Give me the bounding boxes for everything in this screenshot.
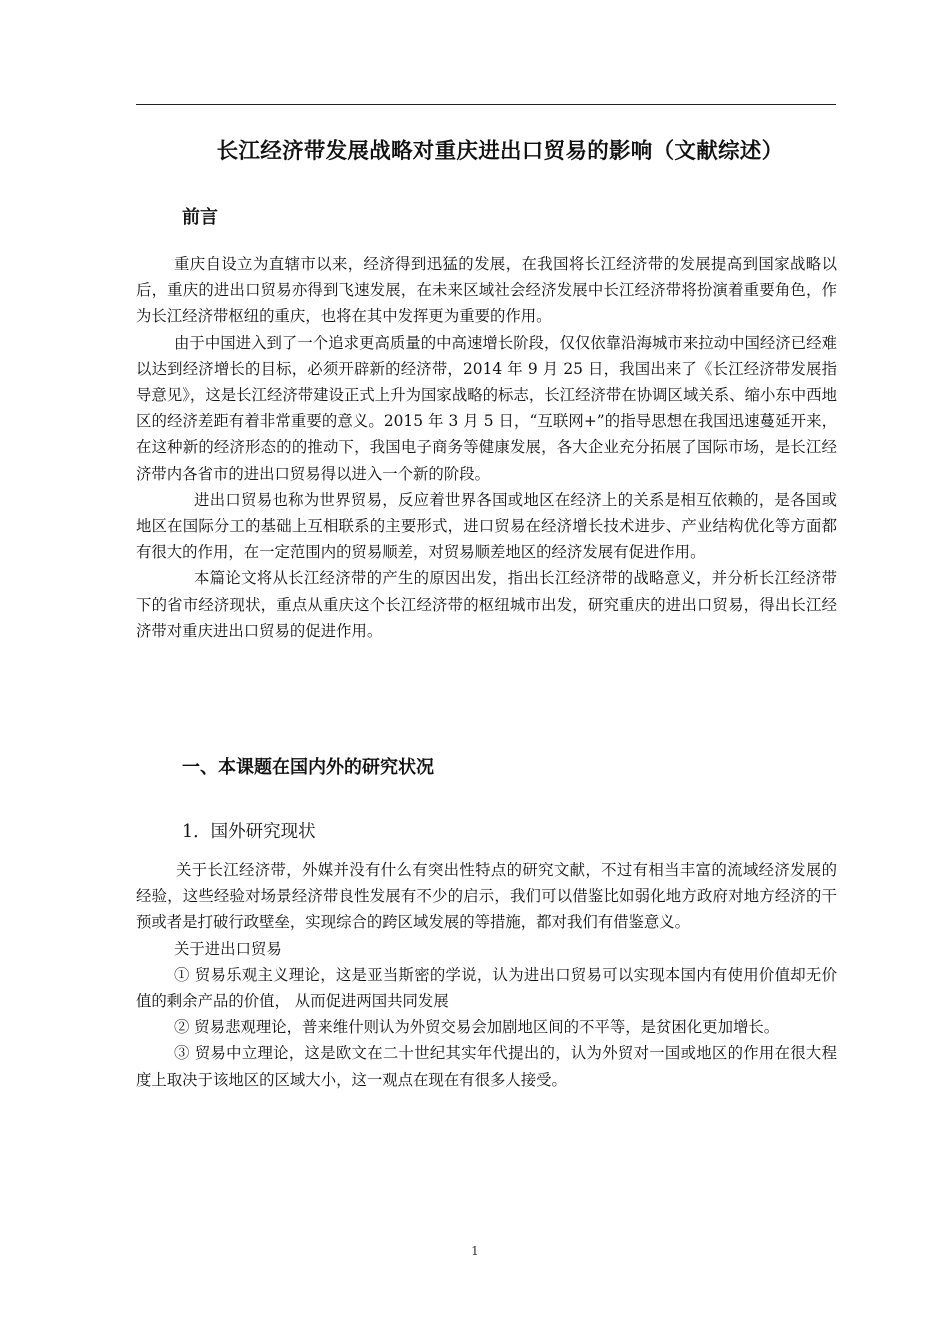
theory-item-2: ② 贸易悲观理论，普来维什则认为外贸交易会加剧地区间的不平等，是贫困化更加增长。 [174, 1018, 780, 1037]
preface-paragraph-3: 进出口贸易也称为世界贸易，反应着世界各国或地区在经济上的关系是相互依赖的，是各国或地区在国际分工的基础上互相联系的主要形式，进口贸易在经济增长技术进步、产业结构优化等方面都有很大的作用，在一定范围内的贸易顺差，对贸易顺差地区的经济发展有促进作用。 [136, 490, 837, 562]
header-rule [136, 104, 836, 105]
preface-paragraph-2: 由于中国进入到了一个追求更高质量的中高速增长阶段，仅仅依靠沿海城市来拉动中国经济已经难以达到经济增长的目标，必须开辟新的经济带，2014 年 9 月 25 日，我国出来了《长江经济带发展指导意见》，这是长江经济带建设正式上升为国家战略的标志，长江经济带在协调区域关系、缩小东中西地区的经济差距有着非常重要的意义。2015 年 3 月 5 日，“互联网+”的指导思想在我国迅速蔓延开来，在这种新的经济形态的的推动下，我国电子商务等健康发展，各大企业充分拓展了国际市场，是长江经济带内各省市的进出口贸易得以进入一个新的阶段。 [136, 333, 837, 483]
page-number: 1 [471, 1244, 479, 1258]
section-1-heading: 一、本课题在国内外的研究状况 [182, 757, 434, 778]
theory-item-1: ① 贸易乐观主义理论，这是亚当斯密的学说，认为进出口贸易可以实现本国内有使用价值却无价值的剩余产品的价值， 从而促进两国共同发展 [136, 965, 837, 1011]
preface-paragraph-1: 重庆自设立为直辖市以来，经济得到迅猛的发展，在我国将长江经济带的发展提高到国家战略以后，重庆的进出口贸易亦得到飞速发展，在未来区域社会经济发展中长江经济带将扮演着重要角色，作为长江经济带枢纽的重庆，也将在其中发挥更为重要的作用。 [136, 255, 837, 326]
theory-item-3: ③ 贸易中立理论，这是欧文在二十世纪其实年代提出的，认为外贸对一国或地区的作用在很大程度上取决于该地区的区域大小，这一观点在现在有很多人接受。 [136, 1044, 837, 1089]
document-title: 长江经济带发展战略对重庆进出口贸易的影响（文献综述） [216, 139, 784, 164]
subsection-paragraph-1: 关于长江经济带，外媒并没有什么有突出性特点的研究文献，不过有相当丰富的流域经济发展的经验，这些经验对场景经济带良性发展有不少的启示，我们可以借鉴比如弱化地方政府对地方经济的干预或者是打破行政壁垒，实现综合的跨区域发展的等措施，都对我们有借鉴意义。 [136, 861, 837, 932]
subsection-1-body [136, 857, 837, 1093]
preface-heading: 前言 [182, 207, 218, 228]
subsection-1-heading: 1．国外研究现状 [182, 822, 316, 842]
preface-body [136, 251, 837, 644]
preface-paragraph-4: 本篇论文将从长江经济带的产生的原因出发，指出长江经济带的战略意义，并分析长江经济带下的省市经济现状，重点从重庆这个长江经济带的枢纽城市出发，研究重庆的进出口贸易，得出长江经济带对重庆进出口贸易的促进作用。 [136, 569, 837, 640]
subsection-paragraph-2: 关于进出口贸易 [174, 939, 282, 958]
